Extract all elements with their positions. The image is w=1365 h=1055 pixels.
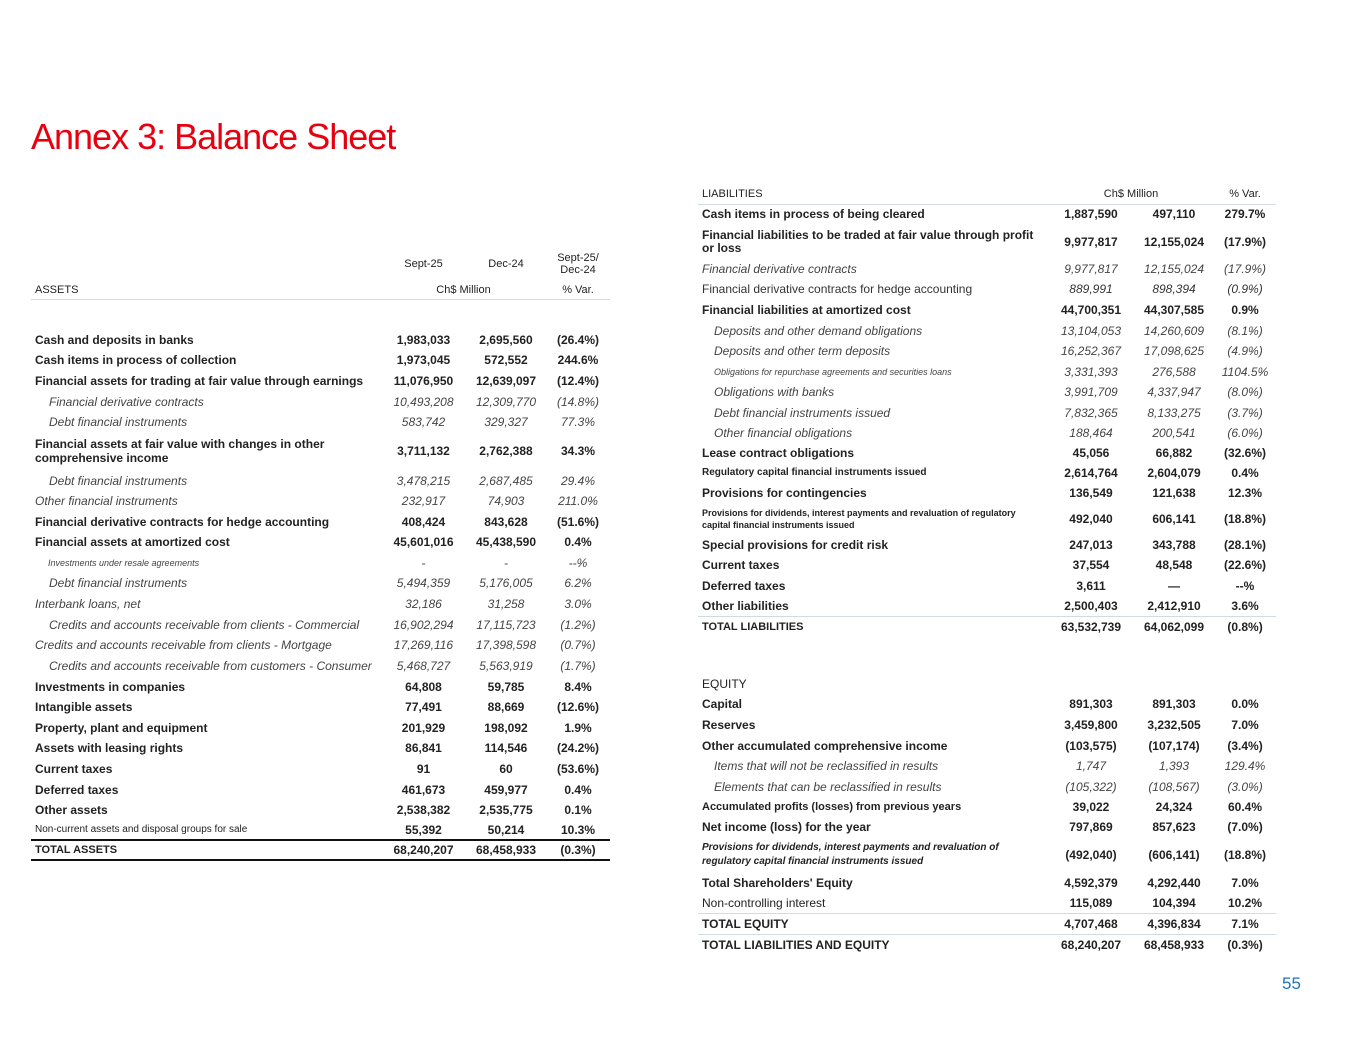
table-row: Current taxes 37,554 48,548 (22.6%) (702, 558, 1267, 572)
table-row: Assets with leasing rights 86,841 114,546 (24.2%) (35, 741, 600, 755)
table-row: Cash items in process of being cleared 1,887,590 497,110 279.7% (702, 207, 1266, 222)
table-row: Capital 891,303 891,303 0.0% (702, 697, 1259, 711)
assets-section-header-row (31, 282, 610, 299)
liab-section-label: LIABILITIES (698, 184, 1048, 204)
page-title: Annex 3: Balance Sheet (31, 116, 396, 157)
table-row: Other financial instruments 232,917 74,903 211.0% (35, 494, 598, 508)
table-row: Obligations with banks 3,991,709 4,337,947 (8.0%) (714, 385, 1263, 399)
equity-section-label: EQUITY (702, 676, 747, 691)
table-row: Reserves 3,459,800 3,232,505 7.0% (702, 717, 1259, 732)
assets-col-header-row (31, 246, 610, 282)
table-row: Obligations for repurchase agreements and securities loans 3,331,393 276,588 1104.5% (714, 364, 1269, 379)
total-liabilities-equity-row: TOTAL LIABILITIES AND EQUITY 68,240,207 68,458,933 (0.3%) (702, 937, 1263, 952)
table-row: Net income (loss) for the year 797,869 857,623 (7.0%) (702, 820, 1263, 834)
table-row: Other financial obligations 188,464 200,541 (6.0%) (714, 426, 1263, 440)
table-row: Financial derivative contracts 9,977,817 12,155,024 (17.9%) (702, 262, 1267, 276)
table-row: Property, plant and equipment 201,929 198,092 1.9% (35, 720, 592, 735)
total-liabilities-row: TOTAL LIABILITIES 63,532,739 64,062,099 (0.8%) (702, 619, 1263, 634)
table-row: Credits and accounts receivable from customers - Consumer 5,468,727 5,563,919 (1.7%) (49, 658, 596, 673)
table-row: Other assets 2,538,382 2,535,775 0.1% (35, 803, 592, 817)
table-row: Deposits and other term deposits 16,252,367 17,098,625 (4.9%) (714, 344, 1263, 358)
table-row: Financial liabilities to be traded at fair value through profit or loss 9,977,817 12,155,024 (17.9%) (702, 227, 1267, 255)
total-assets-row: TOTAL ASSETS 68,240,207 68,458,933 (0.3%) (31, 840, 610, 860)
table-row: Accumulated profits (losses) from previous years 39,022 24,324 60.4% (702, 800, 1263, 814)
table-row: Cash items in process of collection 1,973,045 572,552 244.6% (35, 353, 599, 367)
assets-var-label: % Var. (546, 282, 610, 299)
table-row: Debt financial instruments issued 7,832,365 8,133,275 (3.7%) (714, 405, 1263, 420)
table-row: Debt financial instruments 5,494,359 5,176,005 6.2% (49, 576, 592, 590)
liabilities-table (698, 184, 1276, 955)
table-row: Provisions for dividends, interest payments and revaluation of regulatory capital financial instruments issued (492,040) (606,141) (18.8%) (702, 841, 1267, 867)
table-row: Financial liabilities at amortized cost 44,700,351 44,307,585 0.9% (702, 302, 1259, 317)
table-row: Financial derivative contracts for hedge accounting 408,424 843,628 (51.6%) (35, 514, 600, 529)
table-row: Interbank loans, net 32,186 31,258 3.0% (35, 596, 592, 611)
table-row: Other liabilities 2,500,403 2,412,910 3.6% (698, 596, 1276, 616)
page-number: 55 (1282, 974, 1301, 993)
table-row: Regulatory capital financial instruments issued 2,614,764 2,604,079 0.4% (702, 466, 1259, 480)
assets-section-label: ASSETS (31, 282, 381, 299)
table-row: Items that will not be reclassified in results 1,747 1,393 129.4% (714, 759, 1266, 773)
assets-table (31, 246, 610, 861)
table-row: Lease contract obligations 45,056 66,882 (32.6%) (702, 446, 1267, 460)
table-row: Deferred taxes 461,673 459,977 0.4% (35, 782, 592, 797)
table-row: Non-current assets and disposal groups for sale 55,392 50,214 10.3% (35, 822, 596, 837)
table-row: Credits and accounts receivable from clients - Commercial 16,902,294 17,115,723 (1.2%) (49, 617, 596, 632)
table-row: Financial assets at amortized cost 45,601,016 45,438,590 0.4% (35, 535, 592, 549)
table-row: Cash and deposits in banks 1,983,033 2,695,560 (26.4%) (35, 332, 600, 347)
liab-var-label: % Var. (1214, 184, 1276, 204)
table-row: Special provisions for credit risk 247,013 343,788 (28.1%) (702, 537, 1267, 552)
table-row: Debt financial instruments 3,478,215 2,687,485 29.4% (49, 473, 596, 488)
col-header-var: Sept-25/ Dec-24 (557, 252, 599, 276)
table-row: Debt financial instruments 583,742 329,327 77.3% (49, 415, 596, 429)
table-row: Investments in companies 64,808 59,785 8.4% (35, 679, 592, 694)
equity-section-header-row (698, 673, 1276, 694)
liab-unit-label: Ch$ Million (1048, 184, 1214, 204)
table-row: Credits and accounts receivable from clients - Mortgage 17,269,116 17,398,598 (0.7%) (35, 638, 596, 652)
table-row: Non-controlling interest 115,089 104,394 10.2% (698, 893, 1276, 913)
table-row: Intangible assets 77,491 88,669 (12.6%) (35, 700, 600, 714)
table-row: Elements that can be reclassified in results (105,322) (108,567) (3.0%) (714, 779, 1263, 794)
table-row: Financial derivative contracts 10,493,208 12,309,770 (14.8%) (49, 394, 600, 409)
col-header-sept25: Sept-25 (404, 258, 443, 270)
table-row: Provisions for dividends, interest payments and revaluation of regulatory capital financial instruments issued 492,040 606,141 (18.8%) (702, 507, 1267, 530)
table-row: Current taxes 91 60 (53.6%) (35, 761, 600, 776)
table-row: Financial assets at fair value with changes in other comprehensive income 3,711,132 2,762,388 34.3% (35, 437, 596, 465)
liab-section-header-row (698, 184, 1276, 204)
table-row: Deposits and other demand obligations 13,104,053 14,260,609 (8.1%) (714, 323, 1263, 338)
table-row: Financial derivative contracts for hedge accounting 889,991 898,394 (0.9%) (702, 282, 1263, 296)
total-equity-row: TOTAL EQUITY 4,707,468 4,396,834 7.1% (698, 913, 1276, 934)
table-row: Investments under resale agreements - - --% (48, 555, 588, 570)
table-row: Provisions for contingencies 136,549 121,638 12.3% (702, 486, 1263, 500)
assets-unit-label: Ch$ Million (381, 282, 546, 299)
table-row: Total Shareholders' Equity 4,592,379 4,292,440 7.0% (702, 875, 1259, 890)
table-row: Deferred taxes 3,611 — --% (702, 578, 1255, 593)
table-row: Other accumulated comprehensive income (103,575) (107,174) (3.4%) (702, 738, 1263, 753)
table-row: Financial assets for trading at fair value through earnings 11,076,950 12,639,097 (12.4%) (35, 373, 600, 388)
col-header-dec24: Dec-24 (488, 258, 524, 270)
